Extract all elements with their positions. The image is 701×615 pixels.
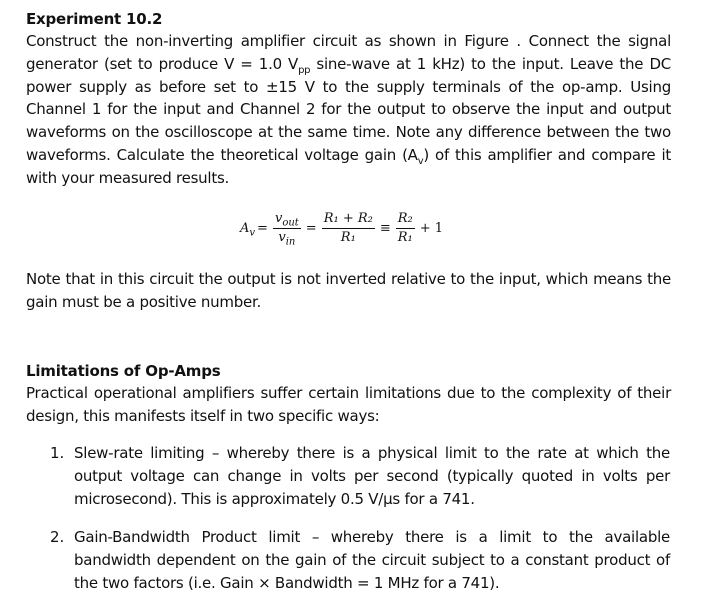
gain-formula [240,205,445,251]
limitations-intro: Practical operational amplifiers suffer certain limitations due to the complexity of their design, this manifests itself in two specific ways: [26,384,671,425]
list-item-text: Gain-Bandwidth Product limit – whereby there is a limit to the available bandwidth dependent on the gain of the circuit subject to a constant product of the two factors (i.e. Gain × Bandwidth = 1 MHz for a 741). [74,528,670,592]
experiment-title: Experiment 10.2 [26,10,163,28]
formula-equals: = [257,220,268,236]
fraction-resistor-sum: $\frac{\text{R₁ + R₂}}{\text{R₁}}$ [323,210,373,245]
fraction-vout-vin: $\frac{v_{out}}{v_{in}}$ [274,210,299,248]
limitations-title: Limitations of Op-Amps [26,362,221,380]
formula-lhs: $A_v$ [240,220,256,239]
formula-plus-one: + 1 [419,220,444,236]
fraction-resistor-ratio: $\frac{\text{R₂}}{\text{R₁}}$ [397,210,413,245]
experiment-instructions: Construct the non-inverting amplifier circuit as shown in Figure . Connect the signal generator (set to produce V = 1.0 $V_{pp}$ sine-wave at 1 kHz) to the input. Leave the DC power supply as before set to ±15 V to the supply terminals of the op-amp. Using Channel 1 for the input and Channel 2 for the output to observe the input and output waveforms on the oscilloscope at the same time. Note any difference between the two waveforms. Calculate the theoretical voltage gain $(A_v)$ of this amplifier and compare it with your measured results. [26,32,671,187]
formula-equiv: ≡ [379,220,391,236]
note-paragraph: Note that in this circuit the output is not inverted relative to the input, which means the gain must be a positive number. [26,270,671,311]
list-item-text: Slew-rate limiting – whereby there is a physical limit to the rate at which the output voltage can change in volts per second (typically quoted in volts per microsecond). This is approximately 0.5 V/μs for a 741. [74,444,670,508]
experiment-section [26,8,671,190]
list-item-number: 1. [50,444,65,462]
limitations-section [26,360,671,428]
list-item [50,442,670,510]
list-item-number: 2. [50,528,65,546]
formula-equals-2: = [305,220,317,236]
list-item [50,526,670,594]
